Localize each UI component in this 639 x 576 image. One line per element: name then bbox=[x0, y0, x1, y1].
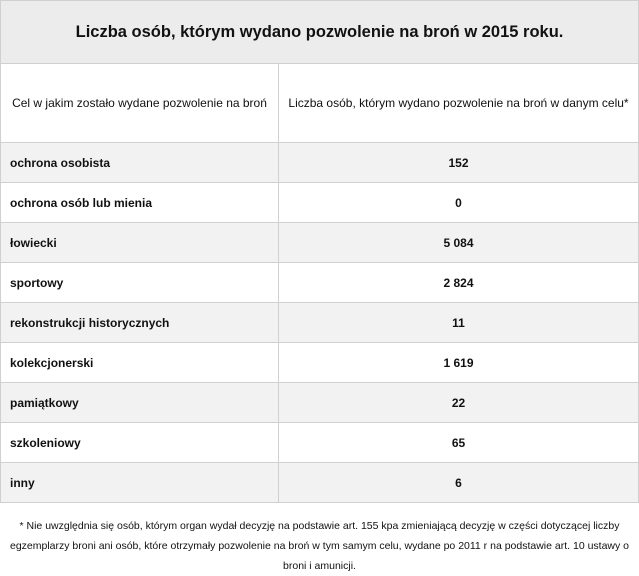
table-row bbox=[1, 263, 639, 303]
purpose-cell: łowiecki bbox=[1, 223, 279, 263]
table-row bbox=[1, 223, 639, 263]
count-cell: 6 bbox=[279, 463, 639, 503]
table-title: Liczba osób, którym wydano pozwolenie na broń w 2015 roku. bbox=[1, 1, 639, 64]
count-cell: 152 bbox=[279, 143, 639, 183]
count-cell: 0 bbox=[279, 183, 639, 223]
column-header-purpose: Cel w jakim zostało wydane pozwolenie na broń bbox=[1, 64, 279, 143]
count-cell: 65 bbox=[279, 423, 639, 463]
purpose-cell: rekonstrukcji historycznych bbox=[1, 303, 279, 343]
table-row bbox=[1, 143, 639, 183]
purpose-cell: kolekcjonerski bbox=[1, 343, 279, 383]
footnote: * Nie uwzględnia się osób, którym organ wydał decyzję na podstawie art. 155 kpa zmieniającą decyzję w części dotyczącej liczby egzemplarzy broni ani osób, które otrzymały pozwolenie na broń w tym samym celu, wydane po 2011 r na podstawie art. 10 ustawy o broni i amunicji. bbox=[9, 520, 630, 572]
purpose-cell: ochrona osób lub mienia bbox=[1, 183, 279, 223]
table-row bbox=[1, 343, 639, 383]
column-header-count: Liczba osób, którym wydano pozwolenie na broń w danym celu* bbox=[279, 64, 639, 143]
header-row bbox=[1, 64, 639, 143]
count-cell: 2 824 bbox=[279, 263, 639, 303]
purpose-cell: inny bbox=[1, 463, 279, 503]
purpose-cell: pamiątkowy bbox=[1, 383, 279, 423]
title-row bbox=[1, 1, 639, 64]
table-row bbox=[1, 463, 639, 503]
count-cell: 1 619 bbox=[279, 343, 639, 383]
table-row bbox=[1, 303, 639, 343]
purpose-cell: sportowy bbox=[1, 263, 279, 303]
purpose-cell: ochrona osobista bbox=[1, 143, 279, 183]
table-row bbox=[1, 383, 639, 423]
table-row bbox=[1, 183, 639, 223]
count-cell: 11 bbox=[279, 303, 639, 343]
table-row bbox=[1, 423, 639, 463]
count-cell: 22 bbox=[279, 383, 639, 423]
count-cell: 5 084 bbox=[279, 223, 639, 263]
purpose-cell: szkoleniowy bbox=[1, 423, 279, 463]
